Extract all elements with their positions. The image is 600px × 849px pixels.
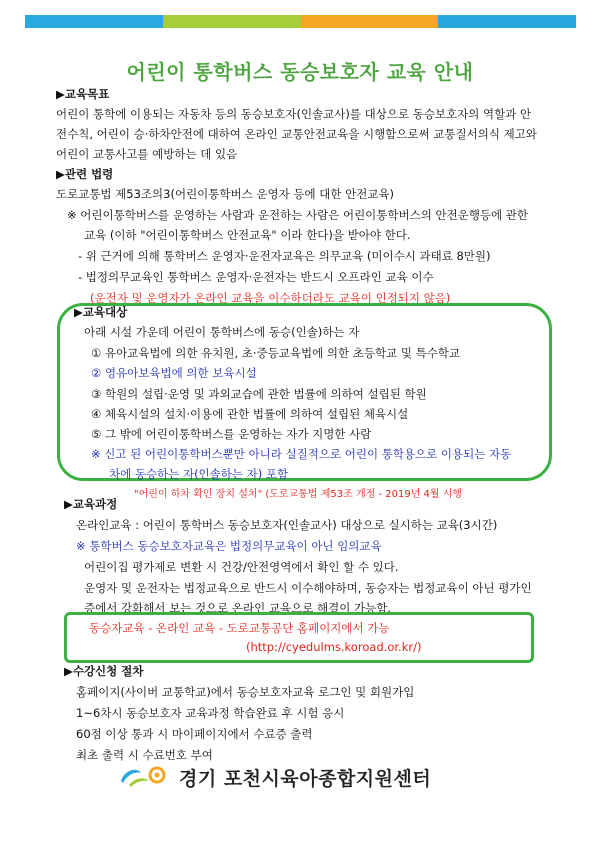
apply-step: 홈페이지(사이버 교통학교)에서 동승보호자교육 로그인 및 회원가입 (76, 685, 415, 699)
purpose-line: 어린이 통학에 이용되는 자동차 등의 동승보호자(인솔교사)를 대상으로 동승보호자의 역할과 안 (56, 107, 532, 121)
course-note: ※ 통학버스 동승보호자교육은 법정의무교육이 아닌 임의교육 (76, 539, 382, 553)
target-item: ③ 학원의 설립·운영 및 과외교습에 관한 법률에 의하여 설립된 학원 (91, 387, 427, 401)
apply-header: ▶수강신청 절차 (64, 664, 144, 678)
course-header: ▶교육과정 (64, 497, 118, 511)
target-intro: 아래 시설 가운데 어린이 통학버스에 동승(인솔)하는 자 (84, 325, 360, 339)
top-color-bar (25, 15, 576, 28)
target-note: ※ 신고 된 어린이통학버스뿐만 아니라 실질적으로 어린이 통학용으로 이용되는 자동 (91, 447, 512, 461)
online-course-text: 동승자교육 - 온라인 교육 - 도로교통공단 홈페이지에서 가능 (89, 621, 390, 635)
law-dash: - 법정의무교육인 통학버스 운영자·운전자는 반드시 오프라인 교육 이수 (78, 270, 434, 284)
law-note: ※ 어린이통학버스를 운영하는 사람과 운전하는 사람은 어린이통학버스의 안전운행등에 관한 (67, 208, 529, 222)
target-item: ⑤ 그 밖에 어린이통학버스를 운영하는 자가 지명한 사람 (91, 427, 372, 441)
law-note: 교육 (이하 "어린이통학버스 안전교육" 이라 한다)을 받아야 한다. (84, 228, 411, 242)
center-logo-icon (115, 763, 175, 789)
target-item: ② 영유아보육법에 의한 보육시설 (91, 366, 257, 380)
target-item: ④ 체육시설의 설치·이용에 관한 법률에 의하여 설립된 체육시설 (91, 407, 409, 421)
course-line: 운영자 및 운전자는 법정교육으로 반드시 이수해야하며, 동승자는 법정교육이 아닌 평가인 (84, 581, 532, 595)
law-line: 도로교통법 제53조의3(어린이통학버스 운영자 등에 대한 안전교육) (56, 187, 395, 201)
law-warning: (운전자 및 운영자가 온라인 교육을 이수하더라도 교육이 인정되지 않음) (90, 291, 451, 305)
target-note: 차에 동승하는 자(인솔하는 자) 포함 (109, 467, 289, 481)
apply-step: 최초 출력 시 수료번호 부여 (76, 748, 213, 762)
course-line: 증에서 강화해서 보는 것으로 온라인 교육으로 해결이 가능함. (84, 601, 391, 615)
law-header: ▶관련 법령 (56, 167, 114, 181)
purpose-header: ▶교육목표 (56, 87, 110, 101)
purpose-line: 어린이 교통사고를 예방하는 데 있음 (56, 147, 238, 161)
target-footnote: "어린이 하차 확인 장치 설치" (도로교통법 제53조 개정 - 2019년 4월 시행 (134, 489, 463, 500)
apply-step: 60점 이상 통과 시 마이페이지에서 수료증 출력 (76, 727, 313, 741)
purpose-line: 전수칙, 어린이 승·하차안전에 대하여 온라인 교통안전교육을 시행함으로써 교통질서의식 제고와 (56, 127, 537, 141)
course-line: 온라인교육 : 어린이 통학버스 동승보호자(인솔교사) 대상으로 실시하는 교육(3시간) (76, 518, 498, 532)
target-header: ▶교육대상 (74, 305, 128, 319)
organization-name: 경기 포천시육아종합지원센터 (179, 768, 432, 790)
law-dash: - 위 근거에 의해 통학버스 운영자·운전자교육은 의무교육 (미이수시 과태료 8만원) (78, 249, 491, 263)
apply-step: 1~6차시 동승보호자 교육과정 학습완료 후 시험 응시 (76, 706, 345, 720)
course-line: 어린이집 평가제로 변환 시 건강/안전영역에서 확인 할 수 있다. (84, 560, 399, 574)
target-item: ① 유아교육법에 의한 유치원, 초·중등교육법에 의한 초등학교 및 특수학교 (91, 346, 461, 360)
online-course-link[interactable]: (http://cyedulms.koroad.or.kr/) (246, 640, 422, 654)
page-title: 어린이 통학버스 동승보호자 교육 안내 (126, 60, 474, 84)
